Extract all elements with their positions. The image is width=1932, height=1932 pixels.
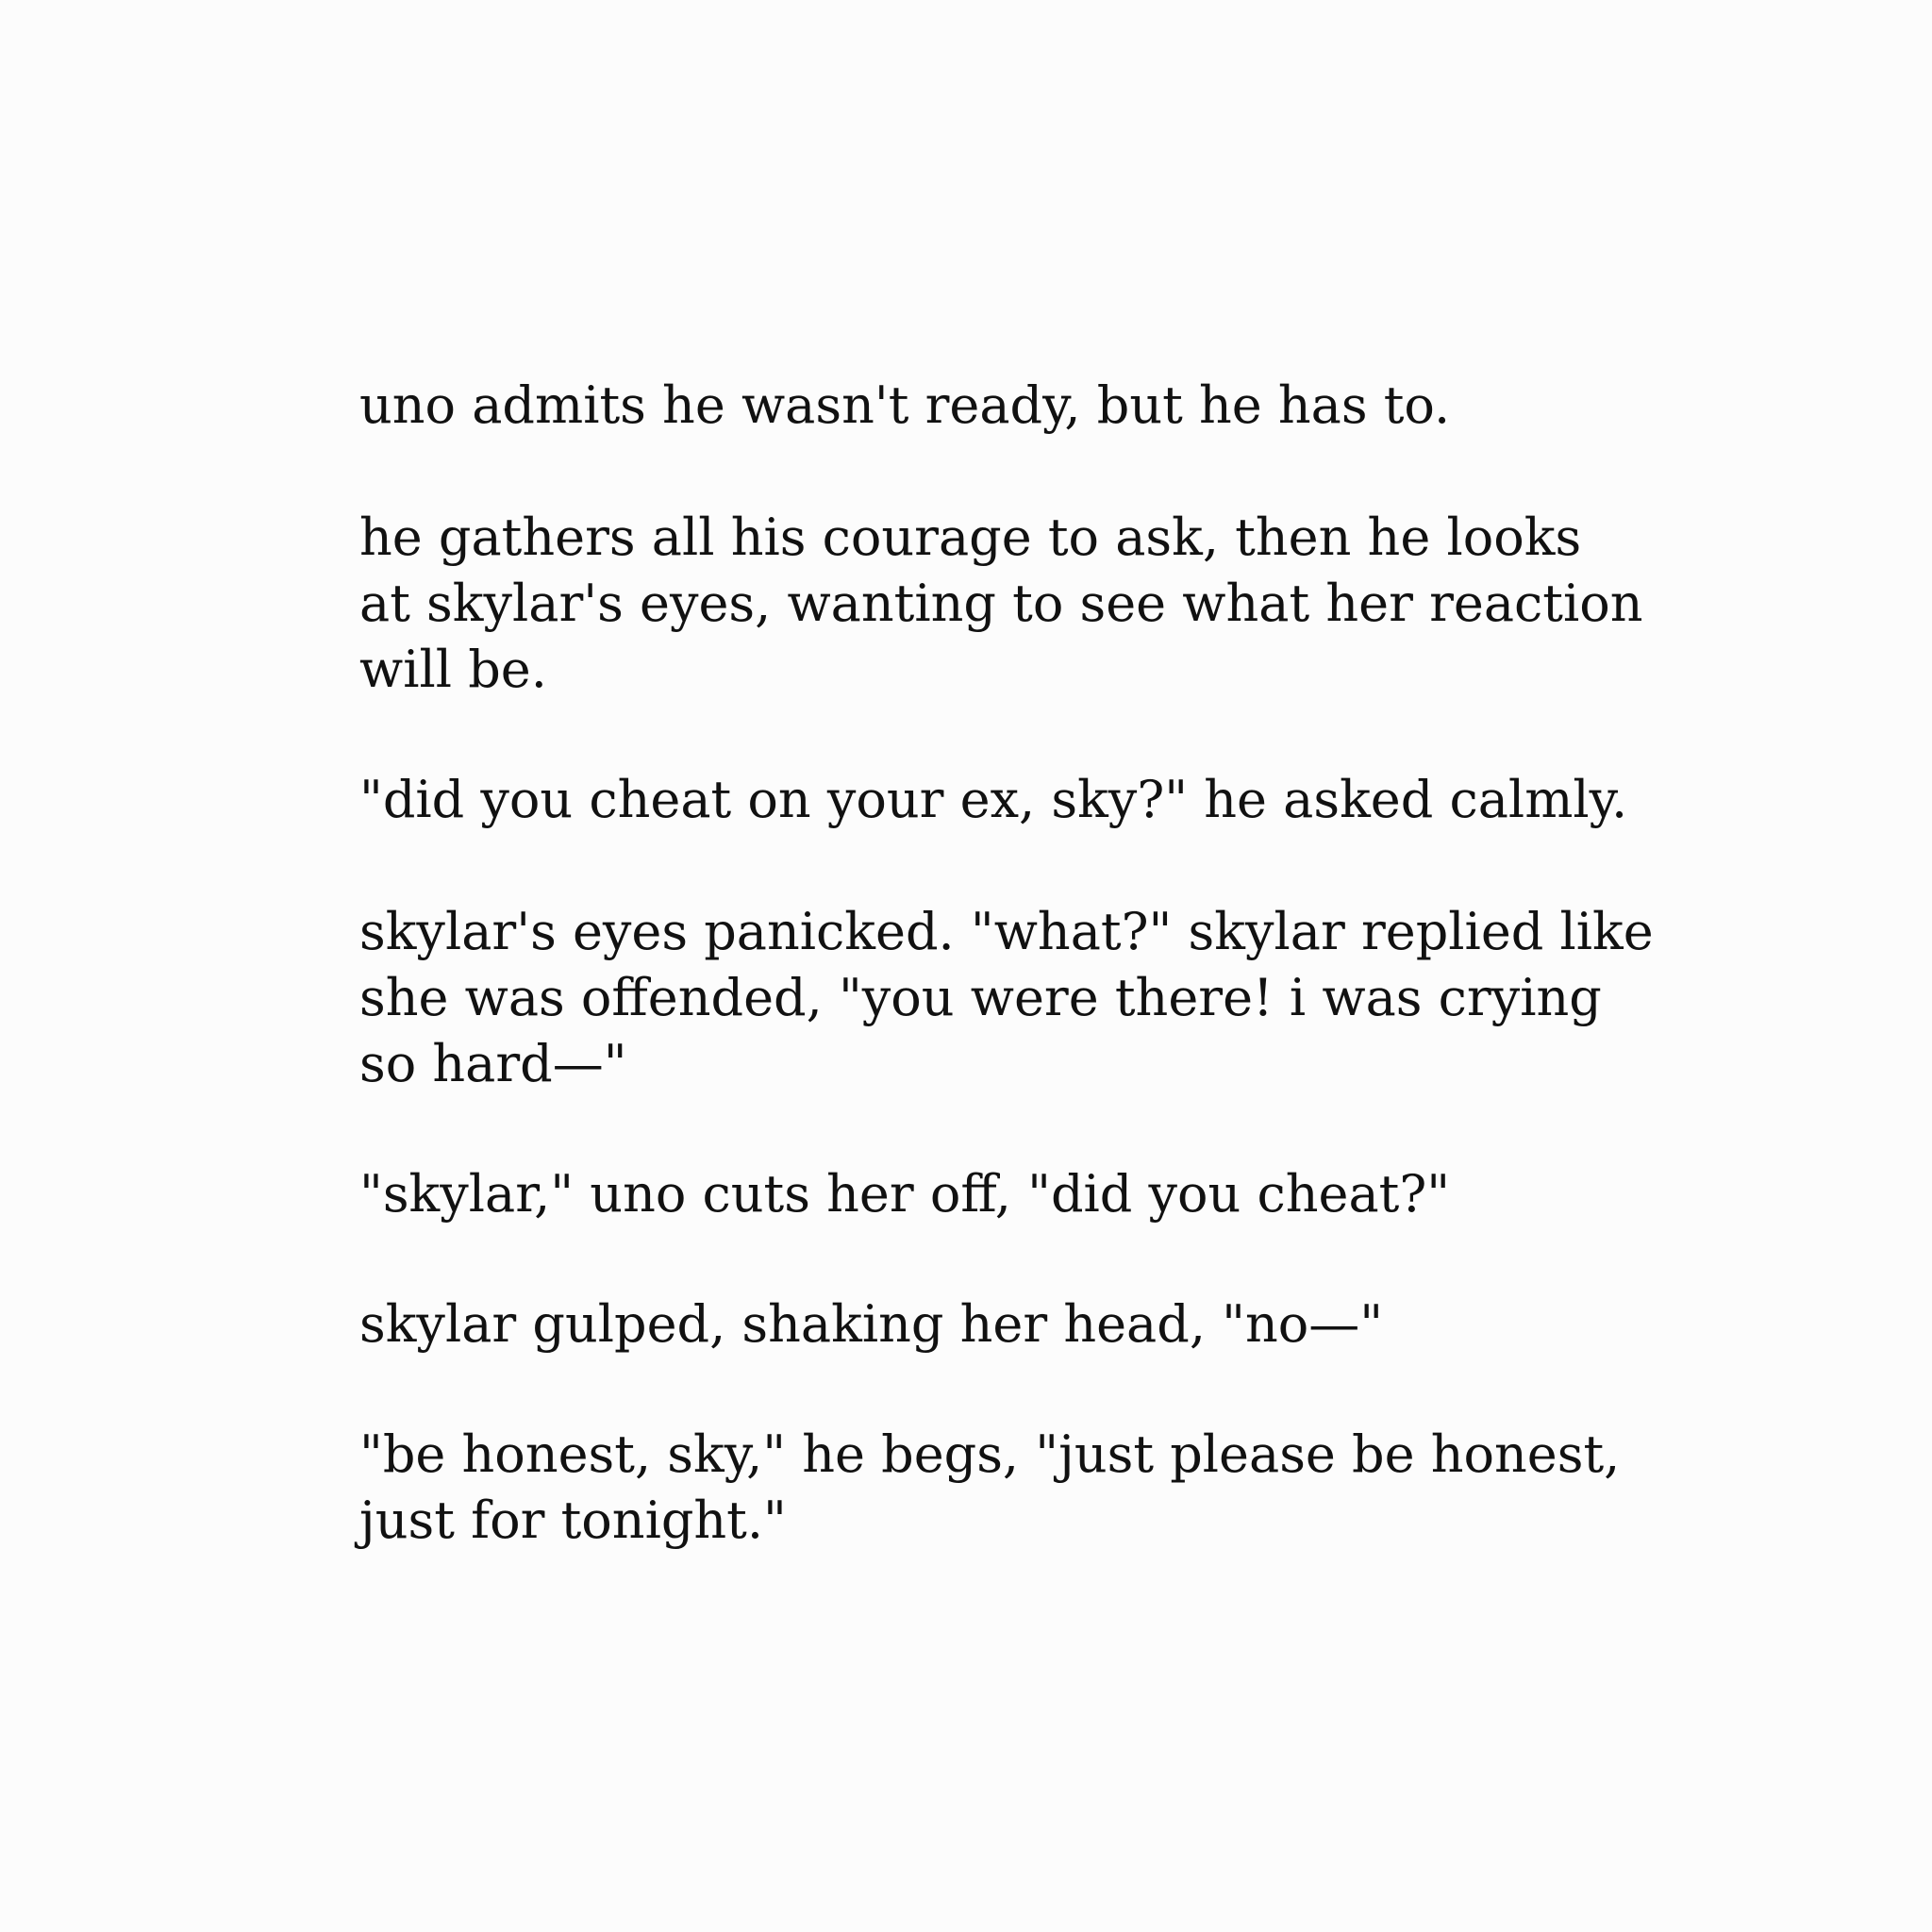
paragraph-2-line-2: at skylar's eyes, wanting to see what her reaction bbox=[359, 574, 1643, 633]
paragraph-7-line-1: "be honest, sky," he begs, "just please be honest, bbox=[359, 1424, 1621, 1484]
paragraph-4-line-2: she was offended, "you were there! i was crying bbox=[359, 968, 1602, 1027]
paragraph-4-line-1: skylar's eyes panicked. "what?" skylar replied like bbox=[359, 902, 1654, 961]
paragraph-6-line-1: skylar gulped, shaking her head, "no—" bbox=[359, 1294, 1384, 1354]
paragraph-7-line-2: just for tonight." bbox=[359, 1491, 787, 1550]
paragraph-5-line-1: "skylar," uno cuts her off, "did you cheat?" bbox=[359, 1164, 1451, 1224]
paragraph-2-line-1: he gathers all his courage to ask, then he looks bbox=[359, 508, 1582, 567]
paragraph-3-line-1: "did you cheat on your ex, sky?" he asked calmly. bbox=[359, 770, 1628, 829]
paragraph-1-line-1: uno admits he wasn't ready, but he has to. bbox=[359, 375, 1451, 435]
paragraph-4-line-3: so hard—" bbox=[359, 1034, 627, 1093]
paragraph-2-line-3: will be. bbox=[359, 640, 547, 699]
